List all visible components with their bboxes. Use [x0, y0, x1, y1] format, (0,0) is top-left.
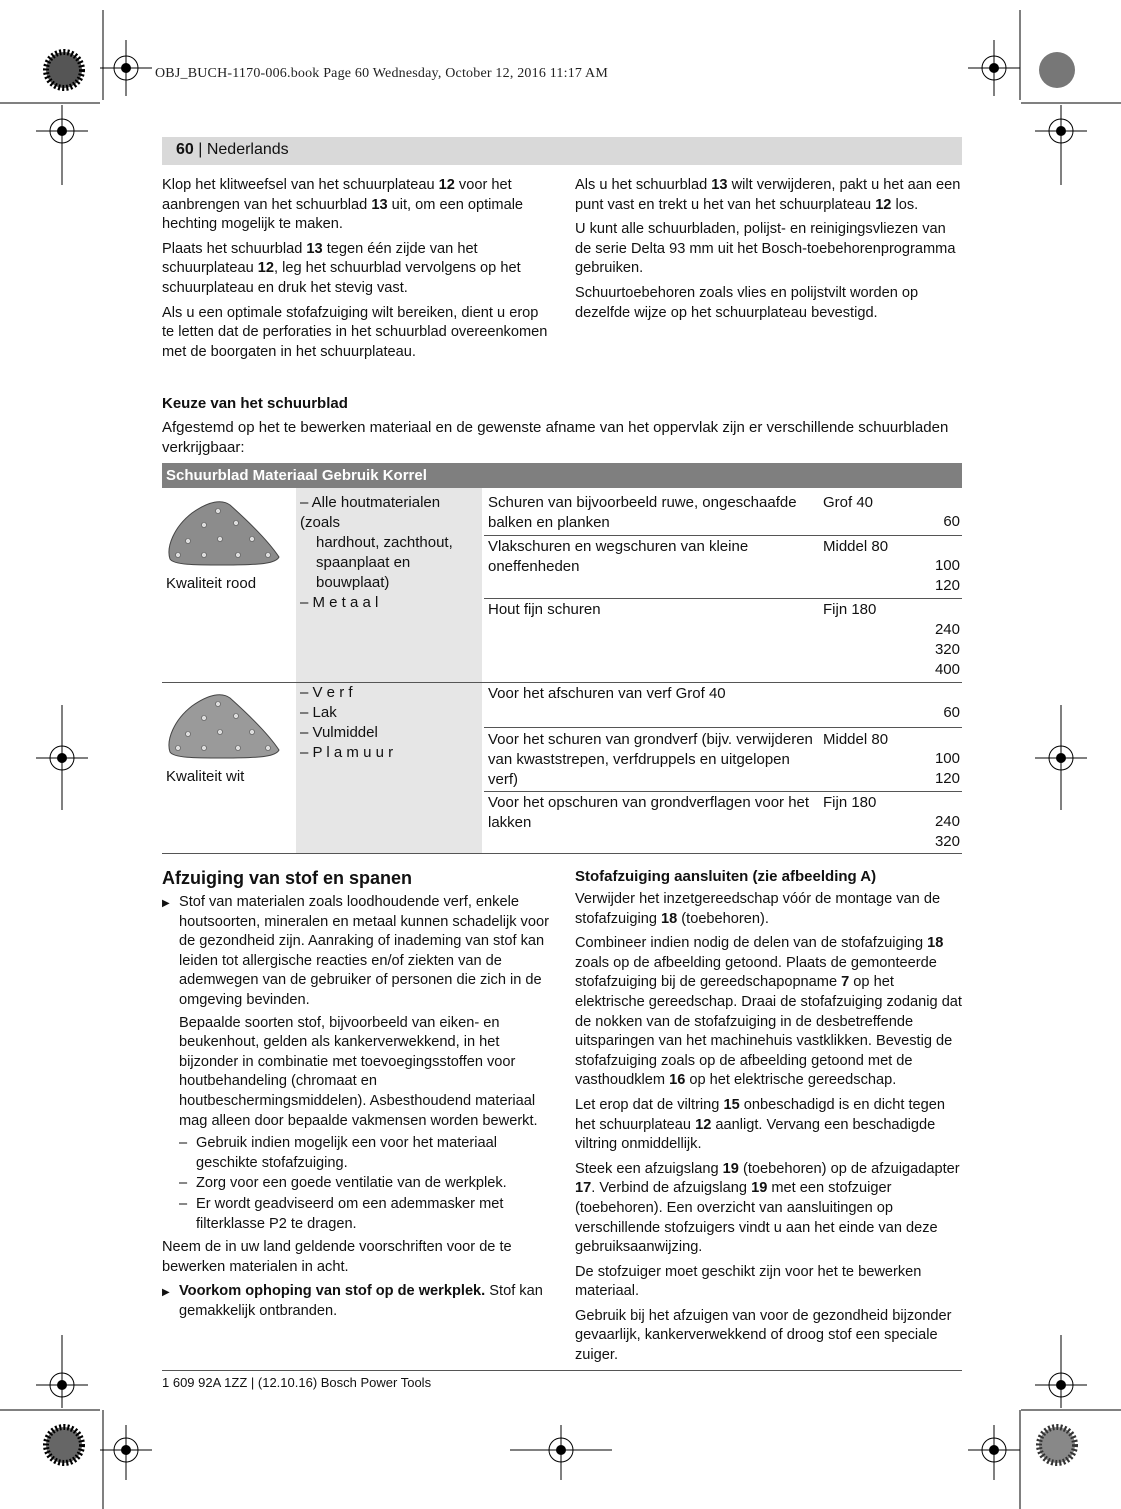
- page-number: 60: [176, 141, 194, 158]
- dash-item: – Er wordt geadviseerd om een ademmasker met filterklasse P2 te dragen.: [162, 1195, 550, 1234]
- korrel-cell: [900, 749, 960, 789]
- korrel-value: 120: [934, 770, 960, 787]
- materials-wit: [300, 683, 484, 763]
- right-top-column: [575, 176, 963, 328]
- materials-rood: [300, 493, 484, 613]
- grade-cell: Fijn 180: [823, 794, 877, 811]
- dash-item: – Zorg voor een goede ventilatie van de werkplek.: [162, 1174, 550, 1194]
- paragraph: De stofzuiger moet geschikt zijn voor het te bewerken materiaal.: [575, 1263, 922, 1300]
- warning-bullet: ▶ Voorkom ophoping van stof op de werkplek. Stof kan gemakkelijk ontbranden.: [162, 1282, 550, 1321]
- korrel-cell: [900, 812, 960, 852]
- keuze-intro: Afgestemd op het te bewerken materiaal en de gewenste afname van het oppervlak zijn er verschillende schuurbladen verkrijgbaar:: [162, 419, 949, 456]
- gebruik-cell: Voor het opschuren van grondverflagen voor het lakken: [488, 794, 810, 831]
- material-line: – Alle houtmaterialen (zoals: [300, 494, 441, 531]
- korrel-value: 400: [934, 661, 960, 678]
- stofafzuiging-column: [575, 890, 963, 1371]
- language-label: Nederlands: [206, 141, 289, 158]
- group-label-rood: Kwaliteit rood: [166, 575, 257, 592]
- korrel-cell: [900, 512, 960, 532]
- grade-cell: Grof 40: [823, 494, 874, 511]
- group-divider: [162, 682, 962, 683]
- gebruik-cell: Vlakschuren en wegschuren van kleine oneffenheden: [488, 538, 749, 575]
- gebruik-cell: Hout fijn schuren: [488, 601, 601, 618]
- korrel-value: 240: [934, 813, 960, 830]
- korrel-value: 60: [943, 513, 960, 530]
- row-divider: [484, 598, 962, 599]
- grade-cell: Middel 80: [823, 538, 889, 555]
- paragraph: Schuurtoebehoren zoals vlies en polijstvilt worden op dezelfde wijze op het schuurplateau bevestigd.: [575, 284, 919, 321]
- dash-item: – Gebruik indien mogelijk een voor het materiaal geschikte stofafzuiging.: [162, 1134, 550, 1173]
- footer-divider: [162, 1370, 962, 1371]
- page-header: 60 | Nederlands: [162, 137, 962, 165]
- footer-text: 1 609 92A 1ZZ | (12.10.16) Bosch Power Tools: [162, 1375, 432, 1390]
- paragraph: Plaats het schuurblad 13 tegen één zijde van het schuurplateau 12, leg het schuurblad vervolgens op het schuurplateau en druk het stevig vast.: [162, 240, 521, 296]
- gebruik-cell: Voor het schuren van grondverf (bijv. verwijderen van kwaststrepen, verfdruppels en uitgelopen verf): [488, 731, 813, 788]
- korrel-value: 100: [934, 750, 960, 767]
- paragraph: Als u het schuurblad 13 wilt verwijderen, pakt u het aan een punt vast en trekt u het van het schuurplateau 12 los.: [575, 177, 961, 213]
- paragraph: Combineer indien nodig de delen van de stofafzuiging 18 zoals op de afbeelding getoond. Plaats de gemonteerde stofafzuiging bij de gereedschapopname 7 op het elektrische gereedschap. Draai de stofafzuiging zodanig dat de nokken van de stofafzuiging in de desbetreffende uitsparingen van het machinehuis vastklikken. Bevestig de stofafzuiging zoals op de afbeelding getoond met de vasthoudklem 16 op het elektrische gereedschap.: [575, 935, 962, 1089]
- paragraph: Gebruik bij het afzuigen van voor de gezondheid bijzonder gevaarlijk, kankerverwekkend of droog stof een speciale zuiger.: [575, 1307, 952, 1364]
- korrel-value: 60: [943, 704, 960, 721]
- korrel-cell: [900, 703, 960, 723]
- korrel-value: 320: [934, 833, 960, 850]
- gebruik-cell: Schuren van bijvoorbeeld ruwe, ongeschaafde balken en planken: [488, 494, 797, 531]
- warning-continuation: Bepaalde soorten stof, bijvoorbeeld van eiken- en beukenhout, gelden als kankerverwekkend, in het bijzonder in combinatie met toevoegingsstoffen voor houtbehandeling (chromaat en houtbeschermingsmiddelen). Asbesthoudend materiaal mag alleen door bepaalde vakmensen worden bewerkt.: [179, 1014, 538, 1129]
- afzuiging-column: [162, 893, 550, 1324]
- material-line: – P l a m u u r: [300, 744, 394, 761]
- grade-cell: Middel 80: [823, 731, 889, 748]
- material-line: – V e r f: [300, 684, 353, 701]
- paragraph: Steek een afzuigslang 19 (toebehoren) op de afzuigadapter 17. Verbind de afzuigslang 19 met een stofzuiger (toebehoren). Een overzicht van aansluitingen op verschillende stofzuigers vindt u aan het einde van deze gebruiksaanwijzing.: [575, 1160, 960, 1256]
- korrel-value: 120: [934, 577, 960, 594]
- group-label-wit: Kwaliteit wit: [166, 768, 245, 785]
- material-line: – Vulmiddel: [300, 724, 378, 741]
- paragraph: Let erop dat de viltring 15 onbeschadigd is en dicht tegen het schuurplateau 12 aanligt. Vervang een beschadigde viltring onmiddellijk.: [575, 1096, 945, 1153]
- paragraph: Als u een optimale stofafzuiging wilt bereiken, dient u erop te letten dat de perforaties in het schuurblad overeenkomen met de boorgaten in het schuurplateau.: [162, 304, 548, 360]
- grade-cell: Fijn 180: [823, 601, 877, 618]
- korrel-cell: [900, 556, 960, 596]
- paragraph: Verwijder het inzetgereedschap vóór de montage van de stofafzuiging 18 (toebehoren).: [575, 891, 941, 927]
- korrel-value: 100: [934, 557, 960, 574]
- table-header: Schuurblad Materiaal Gebruik Korrel: [162, 463, 962, 488]
- book-slug: OBJ_BUCH-1170-006.book Page 60 Wednesday, October 12, 2016 11:17 AM: [155, 66, 608, 81]
- regulations-note: Neem de in uw land geldende voorschriften voor de te bewerken materialen in acht.: [162, 1239, 512, 1275]
- korrel-cell: [900, 620, 960, 680]
- keuze-title: Keuze van het schuurblad: [162, 395, 348, 412]
- afzuiging-title: Afzuiging van stof en spanen: [162, 868, 413, 888]
- left-top-column: [162, 176, 550, 367]
- korrel-value: 240: [934, 621, 960, 638]
- warning-bullet: ▶ Stof van materialen zoals loodhoudende verf, enkele houtsoorten, mineralen en metaal kunnen schadelijk voor de gezondheid zijn. Aanraking of inademing van stof kan leiden tot allergische reacties en/of ziekten van de ademwegen van de gebruiker of personen die zich in de omgeving bevinden.: [162, 893, 550, 1011]
- sanding-sheet-white-image: [164, 690, 284, 760]
- row-divider: [484, 727, 962, 728]
- row-divider: [484, 791, 962, 792]
- material-line: hardhout, zachthout,: [316, 534, 453, 551]
- material-line: – M e t a a l: [300, 594, 379, 611]
- korrel-value: 320: [934, 641, 960, 658]
- row-divider: [484, 535, 962, 536]
- paragraph: Klop het klitweefsel van het schuurplateau 12 voor het aanbrengen van het schuurblad 13 uit, om een optimale hechting mogelijk te maken.: [162, 177, 524, 233]
- gebruik-cell: Voor het afschuren van verf Grof 40: [488, 685, 726, 702]
- sanding-sheet-red-image: [164, 497, 284, 567]
- material-line: spaanplaat en bouwplaat): [316, 554, 411, 591]
- paragraph: U kunt alle schuurbladen, polijst- en reinigingsvliezen van de serie Delta 93 mm uit het Bosch-toebehorenprogramma gebruiken.: [575, 221, 956, 277]
- table-bottom: [162, 853, 962, 854]
- material-line: – Lak: [300, 704, 337, 721]
- stofafzuiging-title: Stofafzuiging aansluiten (zie afbeelding A): [575, 868, 877, 885]
